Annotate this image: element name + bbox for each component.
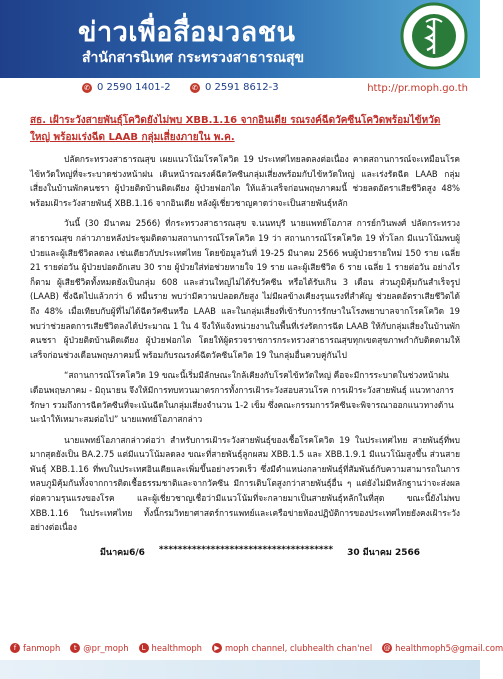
article-quote: “สถานการณ์โรคโควิด 19 ขณะนี้เริ่มมีลักษณะใกล้เคียงกับโรคไข้หวัดใหญ่ คือจะมีการระบาดในช่วงหน้าฝน เดือนพฤษภาคม - มิถุนายน จึงให้มีการทบทวนมาตรการทั้งการเฝ้าระวังสอบสวนโรค การเฝ้าระวังสายพันธุ์ แนวทางการรักษา รวมถึงการฉีดวัคซีนที่จะเน้นฉีดในกลุ่มเสี่ยงจำนวน 1-2 เข็ม ซึ่งคณะกรรมการวัคซีนจะพิจารณาออกแนวทางด้านนะนำให้เหมาะสมต่อไป” นายแพทย์โอภาสกล่าว [30,370,454,425]
social-footer [0,636,503,660]
phone-1-text: 0 2590 1401-2 [97,82,171,93]
phone-icon: ✆ [82,83,92,93]
email-icon: @ [383,644,391,652]
twitter-icon: t [70,643,80,653]
article-ref: มีนาคม6/6 [100,547,145,558]
footer-email[interactable]: @ healthmoph5@gmail.com [383,643,503,653]
page-title: ข่าวเพื่อสื่อมวลชน [78,17,296,48]
line-icon: L [139,643,149,653]
header-banner [0,0,480,104]
article-end-line [30,545,460,559]
footer-twitter[interactable]: t @pr_moph [70,643,128,653]
article-body [30,112,460,559]
website-link[interactable]: http://pr.moph.go.th [367,83,468,94]
fax-icon: ✆ [190,83,200,93]
phone-1 [82,82,171,93]
article-stars: ************************************* [158,544,334,555]
footer-line[interactable]: L healthmoph [139,643,202,653]
article-paragraph-3: นายแพทย์โอภาสกล่าวต่อว่า สำหรับการเฝ้าระวังสายพันธุ์ของเชื้อโรคโควิด 19 ในประเทศไทย สายพันธุ์ที่พบมากสุดยังเป็น BA.2.75 แต่มีแนวโน้มลดลง ขณะที่สายพันธุ์ลูกผสม XBB.1.5 และ XBB.1.9.1 มีแนวโน้มสูงขึ้น ส่วนสายพันธุ์ XBB.1.16 ที่พบในประเทศอินเดียและเพิ่มขึ้นอย่างรวดเร็ว ซึ่งมีตำแหน่งกลายพันธุ์ที่สัมพันธ์กับความสามารถในการหลบภูมิคุ้มกันทั้งจากการติดเชื้อธรรมชาติและจากวัคซีน มีการเติบโตสูงกว่าสายพันธุ์อื่น ๆ แต่ยังไม่มีหลักฐานว่าจะส่งผลต่อความรุนแรงของโรค และผู้เชี่ยวชาญเชื่อว่ามีแนวโน้มที่จะกลายมาเป็นสายพันธุ์หลักในที่สุด ขณะนี้ยังไม่พบ XBB.1.16 ในประเทศไทย ทั้งนี้กรมวิทยาศาสตร์การแพทย์และเครือข่ายห้องปฏิบัติการของประเทศไทยยังคงเฝ้าระวังอย่างต่อเนื่อง [30,434,460,533]
article-date: 30 มีนาคม 2566 [347,547,420,558]
footer-youtube[interactable]: ▶ moph channel, clubhealth chan'nel [212,643,372,653]
youtube-icon: ▶ [212,643,222,653]
facebook-icon: f [10,643,20,653]
moph-logo-icon [400,2,468,70]
footer-facebook[interactable]: f fanmoph [10,643,60,653]
article-headline: สธ. เฝ้าระวังสายพันธุ์โควิดยังไม่พบ XBB.1.16 จากอินเดีย รณรงค์ฉีดวัคซีนโควิดพร้อมไข้หวัดใหญ่ พร้อมเร่งฉีด LAAB กลุ่มเสี่ยงภายใน พ.ค. [30,115,441,143]
phone-2 [190,82,279,93]
bottom-band [0,660,480,679]
phone-2-text: 0 2591 8612-3 [205,82,279,93]
article-paragraph-1: ปลัดกระทรวงสาธารณสุข เผยแนวโน้มโรคโควิด 19 ประเทศไทยลดลงต่อเนื่อง คาดสถานการณ์จะเหมือนโรคไข้หวัดใหญ่ที่จะระบาดช่วงหน้าฝน เดินหน้ารณรงค์ฉีดวัคซีนกลุ่มเสี่ยงพร้อมกับไข้หวัดใหญ่ และเร่งรัดฉีด LAAB กลุ่มเสี่ยงในบ้านพักคนชรา ผู้ป่วยติดบ้านติดเตียง ผู้ป่วยฟอกไต ให้แล้วเสร็จก่อนพฤษภาคมนี้ ช่วยลดอัตราเสียชีวิตสูง 48% พร้อมเฝ้าระวังสายพันธุ์ XBB.1.16 จากอินเดีย หลังผู้เชี่ยวชาญคาดว่าจะเป็นสายพันธุ์หลัก [30,154,460,208]
article-paragraph-2: วันนี้ (30 มีนาคม 2566) ที่กระทรวงสาธารณสุข จ.นนทบุรี นายแพทย์โอภาส การย์กวินพงศ์ ปลัดกระทรวงสาธารณสุข กล่าวภายหลังประชุมติดตามสถานการณ์โรคโควิด 19 ว่า สถานการณ์โรคโควิด 19 ทั่วโลก มีแนวโน้มพบผู้ป่วยและผู้เสียชีวิตลดลง เช่นเดียวกับประเทศไทย โดยข้อมูลวันที่ 19-25 มีนาคม 2566 พบผู้ป่วยรายใหม่ 150 ราย เฉลี่ย 21 รายต่อวัน ผู้ป่วยปอดอักเสบ 30 ราย ผู้ป่วยใส่ท่อช่วยหายใจ 19 ราย และผู้เสียชีวิต 6 ราย เฉลี่ย 1 รายต่อวัน อย่างไรก็ตาม ผู้เสียชีวิตทั้งหมดยังเป็นกลุ่ม 608 และส่วนใหญ่ไม่ได้รับวัคซีน หรือได้รับเกิน 3 เดือน ส่วนภูมิคุ้มกันสำเร็จรูป (LAAB) ซึ่งฉีดไปแล้วกว่า 6 หมื่นราย พบว่ามีความปลอดภัยสูง ไม่มีผลข้างเคียงรุนแรงที่สำคัญ ช่วยลดอัตราเสียชีวิตได้ถึง 48% เมื่อเทียบกับผู้ที่ไม่ได้ฉีดวัคซีนหรือ LAAB และในกลุ่มเสี่ยงที่เข้ารับการรักษาในโรงพยาบาลจากโรคโควิด 19 พบว่าช่วยลดการเสียชีวิตลงได้ประมาณ 1 ใน 4 จึงให้แจ้งหน่วยงานในพื้นที่เร่งรัดการฉีด LAAB ให้กับกลุ่มเสี่ยงในบ้านพักคนชรา ผู้ป่วยติดบ้านติดเตียง ผู้ป่วยฟอกไต โดยให้ผู้ตรวจราชการกระทรวงสาธารณสุขทุกเขตสุขภาพกำกับติดตามให้เสร็จก่อนช่วงเดือนพฤษภาคมนี้ พร้อมกับรณรงค์ฉีดวัคซีนโควิด 19 ในกลุ่มอื่นควบคู่กันไป [30,218,460,360]
page-subtitle: สำนักสารนิเทศ กระทรวงสาธารณสุข [82,50,305,66]
